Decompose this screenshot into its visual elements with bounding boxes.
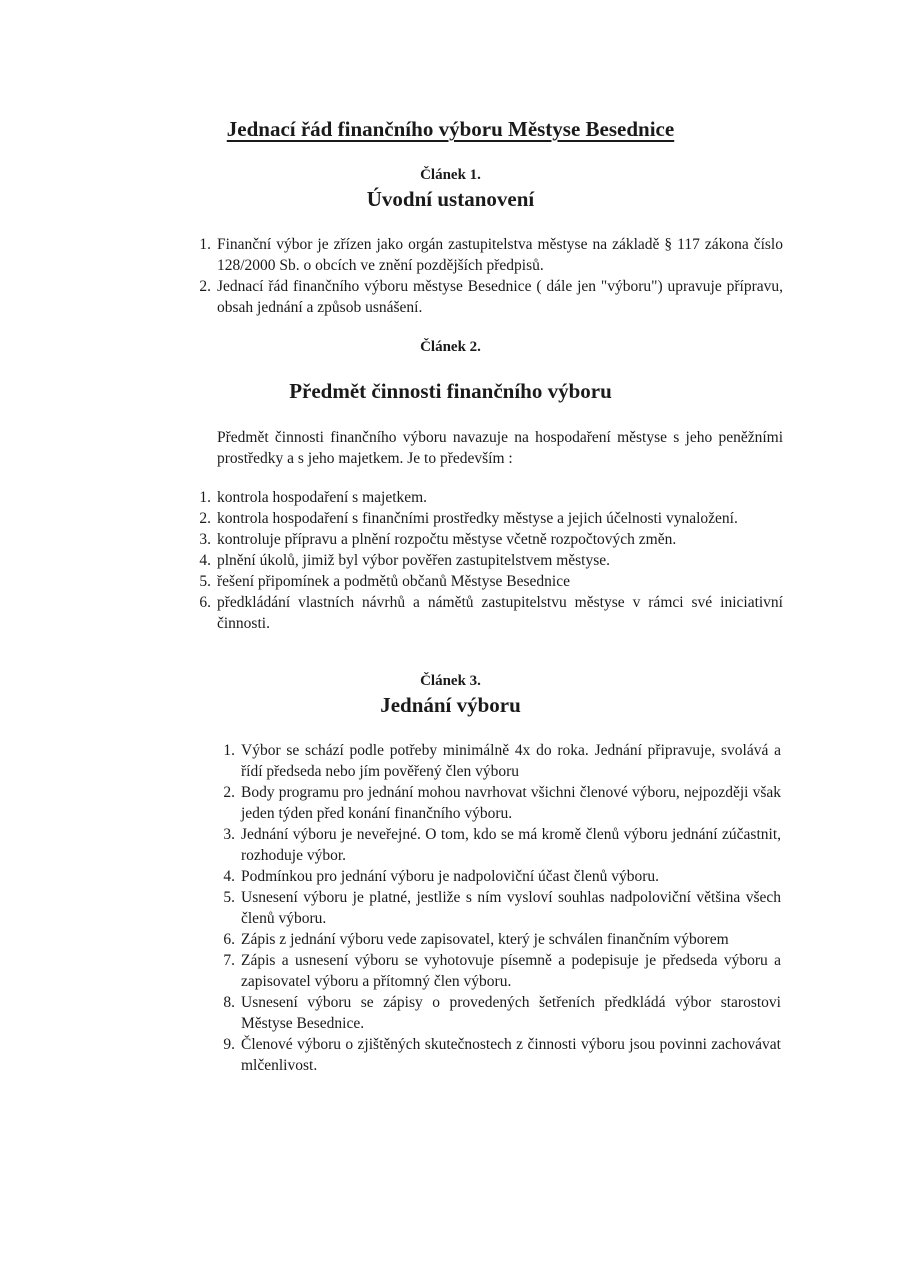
article-3-label: Článek 3. — [420, 673, 481, 689]
article-2-list — [199, 487, 783, 634]
list-item: 5. řešení připomínek a podmětů občanů Městyse Besednice — [199, 573, 570, 590]
article-2-heading: Předmět činnosti finančního výboru — [289, 379, 612, 403]
list-item: 4. Podmínkou pro jednání výboru je nadpoloviční účast členů výboru. — [223, 868, 659, 885]
article-1-list — [199, 234, 783, 318]
list-item: 3. kontroluje přípravu a plnění rozpočtu městyse včetně rozpočtových změn. — [199, 531, 677, 548]
list-item: 6. Zápis z jednání výboru vede zapisovatel, který je schválen finančním výborem — [223, 931, 729, 948]
article-3-heading: Jednání výboru — [380, 693, 521, 717]
list-item: 1. Finanční výbor je zřízen jako orgán zastupitelstva městyse na základě § 117 zákona číslo 128/2000 Sb. o obcích ve znění pozdějších předpisů. — [199, 236, 783, 274]
list-item: 2. Jednací řád finančního výboru městyse Besednice ( dále jen "výboru") upravuje přípravu, obsah jednání a způsob usnášení. — [199, 278, 783, 316]
list-item: 9. Členové výboru o zjištěných skutečnostech z činnosti výboru jsou povinni zachovávat mlčenlivost. — [223, 1036, 781, 1074]
list-item: 5. Usnesení výboru je platné, jestliže s ním vysloví souhlas nadpoloviční většina všech členů výboru. — [223, 889, 781, 927]
list-item: 7. Zápis a usnesení výboru se vyhotovuje písemně a podepisuje je předseda výboru a zapisovatel výboru a přítomný člen výboru. — [223, 952, 781, 990]
list-item: 8. Usnesení výboru se zápisy o provedených šetřeních předkládá výbor starostovi Městyse Besednice. — [223, 994, 781, 1032]
article-2-label: Článek 2. — [420, 339, 481, 355]
article-3-list — [223, 740, 781, 1076]
list-item: 1. Výbor se schází podle potřeby minimálně 4x do roka. Jednání připravuje, svolává a řídí předseda nebo jím pověřený člen výboru — [223, 742, 781, 780]
list-item: 2. Body programu pro jednání mohou navrhovat všichni členové výboru, nejpozději však jeden týden před konání finančního výboru. — [223, 784, 781, 822]
list-item: 4. plnění úkolů, jimiž byl výbor pověřen zastupitelstvem městyse. — [199, 552, 611, 569]
list-item: 1. kontrola hospodaření s majetkem. — [199, 489, 428, 506]
list-item: 3. Jednání výboru je neveřejné. O tom, kdo se má kromě členů výboru jednání zúčastnit, rozhoduje výbor. — [223, 826, 781, 864]
list-item: 2. kontrola hospodaření s finančními prostředky městyse a jejich účelnosti vynaložení. — [199, 510, 738, 527]
article-1-label: Článek 1. — [420, 167, 481, 183]
article-2-intro: Předmět činnosti finančního výboru navazuje na hospodaření městyse s jeho peněžními prostředky a s jeho majetkem. Je to především : — [217, 429, 783, 467]
article-1-heading: Úvodní ustanovení — [366, 187, 535, 211]
list-item: 6. předkládání vlastních návrhů a námětů zastupitelstvu městyse v rámci své iniciativní činnosti. — [199, 594, 783, 632]
document-title: Jednací řád finančního výboru Městyse Besednice — [226, 117, 675, 141]
